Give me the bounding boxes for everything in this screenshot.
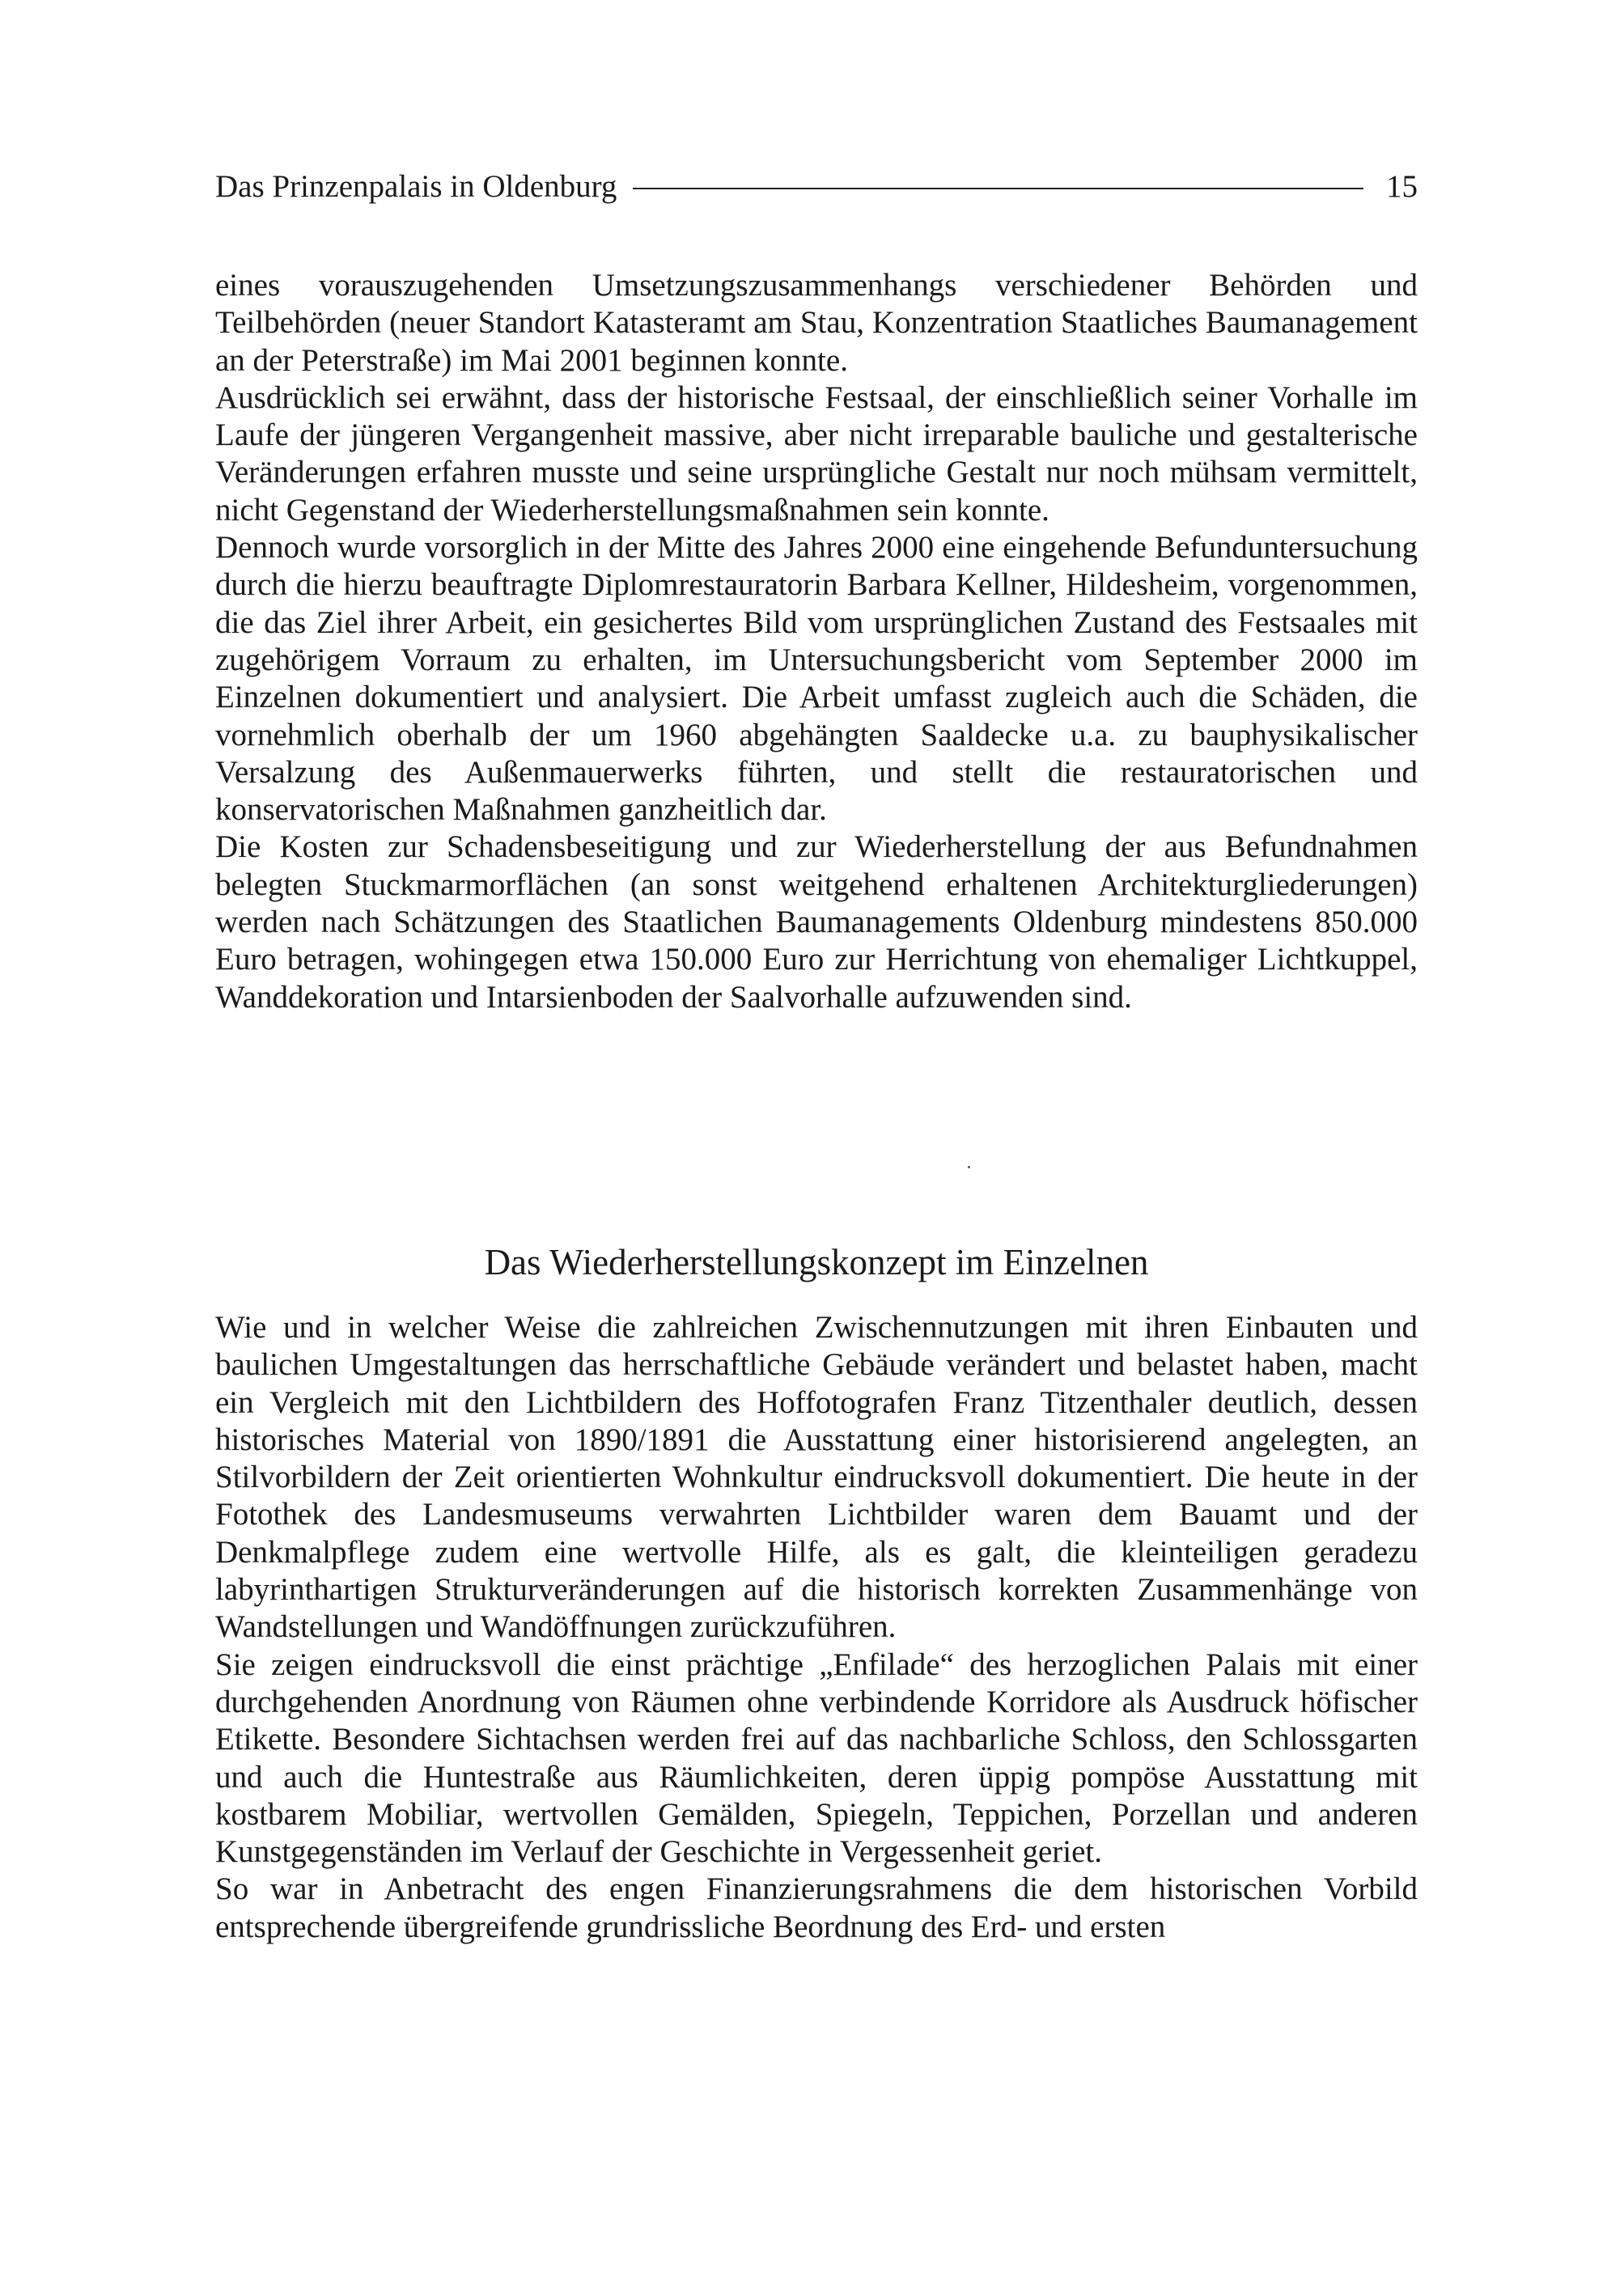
paragraph: Sie zeigen eindrucksvoll die einst prächtige „Enfilade“ des herzoglichen Palais mit einer durchgehenden Anordnung von Räumen ohne verbindende Korridore als Ausdruck höfischer Etikette. Besondere Sichtachsen werden frei auf das nachbarliche Schloss, den Schlossgarten und auch die Huntestraße aus Räumlichkeiten, deren üppig pompöse Ausstattung mit kostbarem Mobiliar, wertvollen Gemälden, Spiegeln, Teppichen, Porzellan und anderen Kunstgegenständen im Verlauf der Geschichte in Vergessenheit geriet. xyxy=(215,1647,1418,1870)
paragraph: Die Kosten zur Schadensbeseitigung und zur Wiederherstellung der aus Befundnahmen belegten Stuckmarmorflächen (an sonst weitgehend erhaltenen Architekturgliederungen) werden nach Schätzungen des Staatlichen Baumanagements Oldenburg mindestens 850.000 Euro betragen, wohingegen etwa 150.000 Euro zur Herrichtung von ehemaliger Lichtkuppel, Wanddekoration und Intarsienboden der Saalvorhalle aufzuwenden sind. xyxy=(215,829,1418,1015)
print-speck xyxy=(968,1166,970,1168)
paragraph: Wie und in welcher Weise die zahlreichen Zwischennutzungen mit ihren Einbauten und baulichen Umgestaltungen das herrschaftliche Gebäude verändert und belastet haben, macht ein Vergleich mit den Lichtbildern des Hoffotografen Franz Titzenthaler deutlich, dessen historisches Material von 1890/1891 die Ausstattung einer historisierend angelegten, an Stilvorbildern der Zeit orientierten Wohnkultur eindrucksvoll dokumentiert. Die heute in der Fotothek des Landesmuseums verwahrten Lichtbilder waren dem Bauamt und der Denkmalpflege zudem eine wertvolle Hilfe, als es galt, die kleinteiligen geradezu labyrinthartigen Strukturveränderungen auf die historisch korrekten Zusammenhänge von Wandstellungen und Wandöffnungen zurückzuführen. xyxy=(215,1310,1418,1645)
page-number: 15 xyxy=(1386,169,1418,204)
paragraph: eines vorauszugehenden Umsetzungszusammenhangs verschiedener Behörden und Teilbehörden (neuer Standort Katasteramt am Stau, Konzentration Staatliches Baumanagement an der Peterstraße) im Mai 2001 beginnen konnte. xyxy=(215,268,1418,378)
paragraph: Ausdrücklich sei erwähnt, dass der historische Festsaal, der einschließlich seiner Vorhalle im Laufe der jüngeren Vergangenheit massive, aber nicht irreparable bauliche und gestalterische Veränderungen erfahren musste und seine ursprüngliche Gestalt nur noch mühsam vermittelt, nicht Gegenstand der Wiederherstellungsmaßnahmen sein konnte. xyxy=(215,379,1418,528)
running-header xyxy=(215,164,1418,210)
running-title: Das Prinzenpalais in Oldenburg xyxy=(215,169,617,204)
paragraph: So war in Anbetracht des engen Finanzierungsrahmens die dem historischen Vorbild entsprechende übergreifende grundrissliche Beordnung des Erd- und ersten xyxy=(215,1871,1418,1944)
paragraph: Dennoch wurde vorsorglich in der Mitte des Jahres 2000 eine eingehende Befunduntersuchung durch die hierzu beauftragte Diplomrestauratorin Barbara Kellner, Hildesheim, vorgenommen, die das Ziel ihrer Arbeit, ein gesichertes Bild vom ursprünglichen Zustand des Festsaales mit zugehörigem Vorraum zu erhalten, im Untersuchungsbericht vom September 2000 im Einzelnen dokumentiert und analysiert. Die Arbeit umfasst zugleich auch die Schäden, die vornehmlich oberhalb der um 1960 abgehängten Saaldecke u.a. zu bauphysikalischer Versalzung des Außenmauerwerks führten, und stellt die restauratorischen und konservatorischen Maßnahmen ganzheitlich dar. xyxy=(215,530,1418,828)
text-block-continuation xyxy=(215,267,1418,1016)
section-heading: Das Wiederherstellungskonzept im Einzelnen xyxy=(484,1242,1149,1282)
text-block-section xyxy=(215,1309,1418,1946)
header-rule xyxy=(633,188,1363,189)
